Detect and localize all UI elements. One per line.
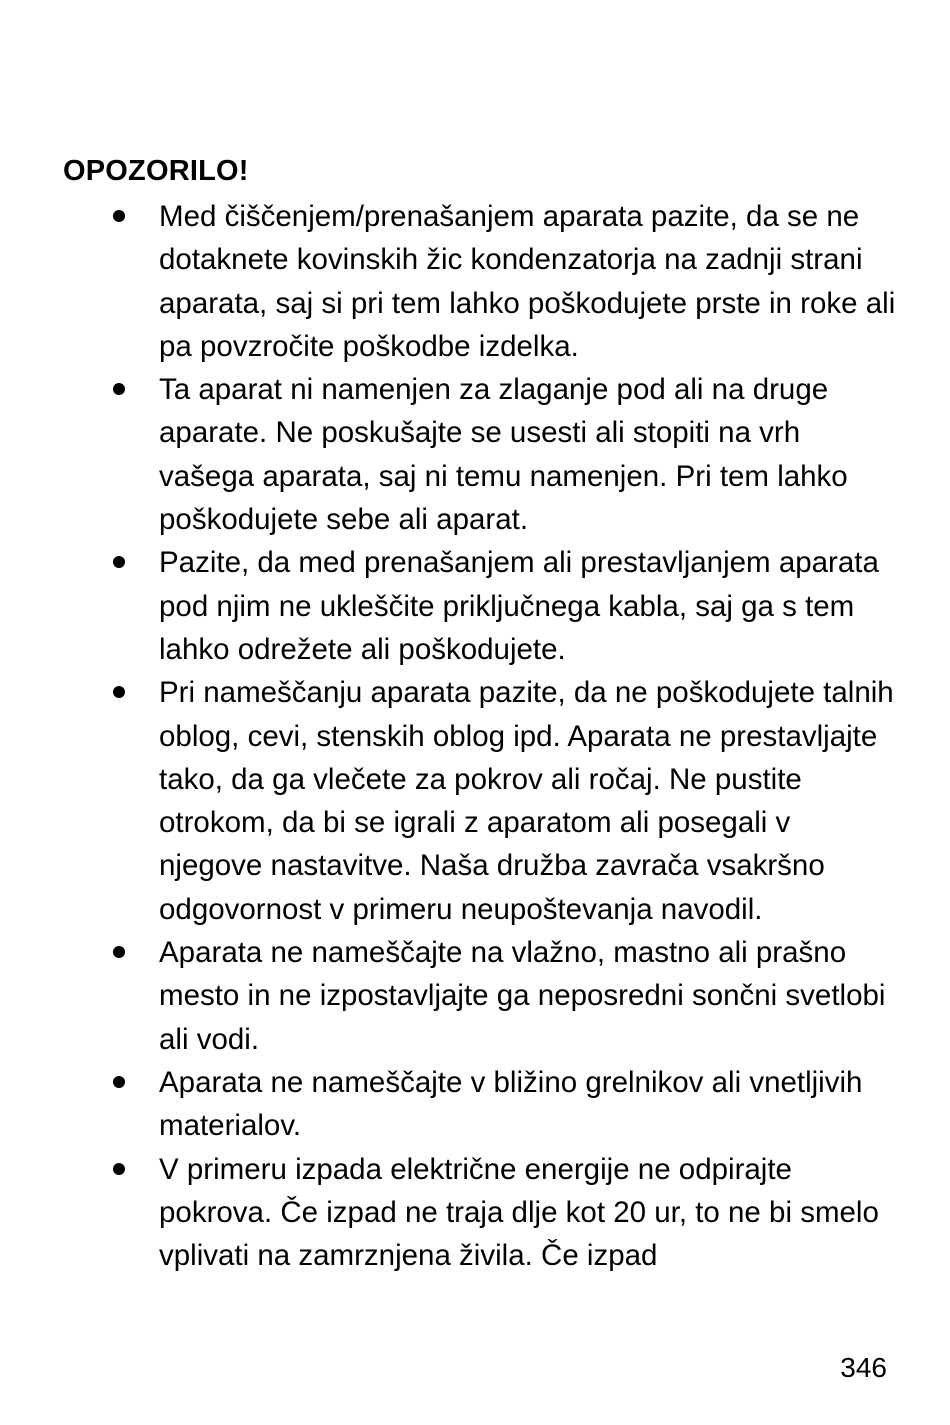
page-number: 346 — [840, 1352, 887, 1383]
warning-list — [0, 195, 950, 1277]
list-item — [0, 931, 899, 1061]
list-item-text: Med čiščenjem/prenašanjem aparata pazite, da se ne dotaknete kovinskih žic kondenzatorja na zadnji strani aparata, saj si pri tem lahko poškodujete prste in roke ali pa povzročite poškodbe izdelka. — [159, 200, 896, 363]
list-item-text: Ta aparat ni namenjen za zlaganje pod ali na druge aparate. Ne poskušajte se usesti ali stopiti na vrh vašega aparata, saj ni temu namenjen. Pri tem lahko poškodujete sebe ali aparat. — [159, 373, 848, 537]
bullet-icon — [113, 556, 125, 568]
list-item — [0, 1061, 899, 1148]
bullet-icon — [113, 383, 125, 395]
warning-heading: OPOZORILO! — [63, 155, 249, 187]
bullet-icon — [113, 686, 125, 698]
list-item — [0, 541, 899, 671]
list-item-text: Pri nameščanju aparata pazite, da ne poškodujete talnih oblog, cevi, stenskih oblog ipd. Aparata ne prestavljajte tako, da ga vlečete za pokrov ali ročaj. Ne pustite otrokom, da bi se igrali z aparatom ali posegali v njegove nastavitve. Naša družba zavrača vsakršno odgovornost v primeru neupoštevanja navodil. — [159, 676, 894, 926]
list-item-text: Aparata ne nameščajte na vlažno, mastno ali prašno mesto in ne izpostavljajte ga neposredni sončni svetlobi ali vodi. — [159, 936, 886, 1056]
list-item-text: Pazite, da med prenašanjem ali prestavljanjem aparata pod njim ne uklеščite priključnega kabla, saj ga s tem lahko odrežete ali poškodujete. — [159, 546, 879, 666]
bullet-icon — [113, 946, 125, 958]
list-item-text: Aparata ne nameščajte v bližino grelnikov ali vnetljivih materialov. — [159, 1065, 863, 1143]
list-item — [0, 368, 899, 541]
list-item — [0, 671, 899, 931]
list-item — [0, 1148, 899, 1278]
bullet-icon — [113, 1076, 125, 1088]
list-item-text: V primeru izpada električne energije ne odpirajte pokrova. Če izpad ne traja dlje kot 20 ur, to ne bi smelo vplivati na zamrznjena živila. Če izpad — [159, 1152, 879, 1273]
bullet-icon — [113, 1163, 125, 1175]
list-item — [0, 195, 899, 368]
bullet-icon — [113, 210, 125, 222]
